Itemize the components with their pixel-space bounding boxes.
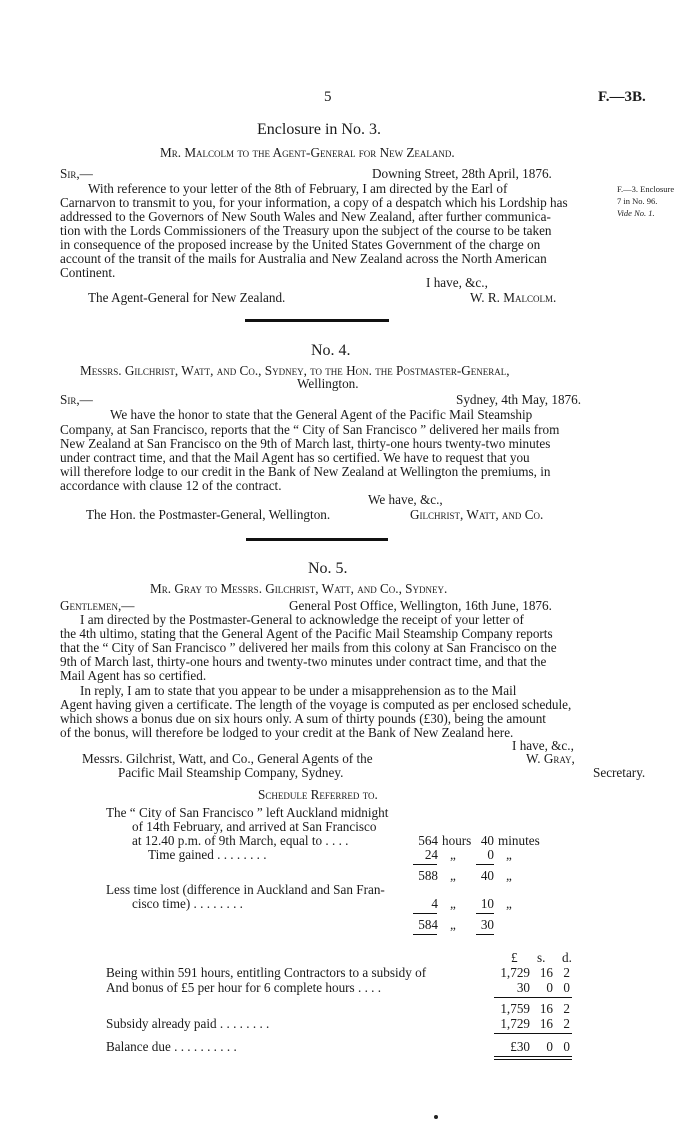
enclosure-body-line: addressed to the Governors of New South Wales and New Zealand, after further communica- (60, 209, 551, 224)
enclosure-signature: W. R. Malcolm. (470, 290, 557, 305)
hours-value: 4 (431, 896, 438, 911)
money-row-label: Subsidy already paid . . . . . . . . (106, 1016, 270, 1031)
no4-body-line: We have the honor to state that the General Agent of the Pacific Mail Steamship (110, 407, 533, 422)
schedule-time-gained: Time gained . . . . . . . . (148, 847, 267, 862)
no4-addressee: The Hon. the Postmaster-General, Wellington. (86, 507, 331, 522)
schedule-less-line: cisco time) . . . . . . . . (132, 896, 243, 911)
minutes-value: 10 (480, 896, 494, 911)
enclosure-body-line: With reference to your letter of the 8th of February, I am directed by the Earl of (88, 181, 508, 196)
document-reference: F.—3B. (598, 89, 646, 105)
enclosure-body-line: tion with the Lords Commissioners of the Treasury upon the subject of the course to be taken (60, 223, 552, 238)
no5-body-line: the 4th ultimo, stating that the General Agent of the Pacific Mail Steamship Company reports (60, 626, 553, 641)
enclosure-body-line: account of the transit of the mails for Australia and New Zealand across the North American (60, 251, 547, 266)
minutes-unit: „ (506, 896, 512, 911)
minutes-value: 40 (480, 868, 494, 883)
money-shillings: 0 (546, 980, 553, 995)
no4-body-line: under contract time, and that the Mail Agent has so certified. We have to request that you (60, 450, 530, 465)
sum-rule (476, 864, 494, 865)
no5-signature-title: Secretary. (593, 765, 646, 780)
no4-body-line: New Zealand at San Francisco on the 9th of March last, thirty-one hours twenty-two minutes (60, 436, 551, 451)
side-note: 7 in No. 96. (617, 196, 658, 206)
no4-body-line: will therefore lodge to our credit in the Bank of New Zealand at Wellington the premiums, in (60, 464, 551, 479)
no5-body-line: of the bonus, will therefore be lodged to your credit at the Bank of New Zealand here. (60, 725, 514, 740)
hours-unit: „ (450, 847, 456, 862)
hours-unit: „ (450, 868, 456, 883)
money-pounds: £30 (510, 1039, 530, 1054)
no5-place-date: General Post Office, Wellington, 16th June, 1876. (289, 598, 552, 613)
money-pounds: 1,759 (500, 1001, 530, 1016)
sum-rule (476, 934, 494, 935)
section-divider (246, 538, 388, 541)
money-pence: 0 (563, 980, 570, 995)
money-pounds: 1,729 (500, 965, 530, 980)
hours-value: 588 (418, 868, 438, 883)
sum-rule (494, 1033, 572, 1034)
sum-rule (413, 913, 437, 914)
money-shillings: 16 (539, 965, 553, 980)
sum-rule (413, 934, 437, 935)
money-pence: 2 (563, 1016, 570, 1031)
no4-title: No. 4. (311, 342, 351, 359)
no4-from-to: Wellington. (297, 376, 359, 391)
schedule-voyage-line: The “ City of San Francisco ” left Auckland midnight (106, 805, 389, 820)
enclosure-addressee: The Agent-General for New Zealand. (88, 290, 286, 305)
schedule-title: Schedule Referred to. (258, 787, 378, 802)
minutes-unit: minutes (498, 833, 540, 848)
sum-rule (494, 997, 572, 998)
no5-signature: W. Gray, (526, 751, 575, 766)
no5-closing: I have, &c., (512, 738, 574, 753)
hours-unit: „ (450, 896, 456, 911)
ink-mark (434, 1115, 438, 1119)
no5-body-line: that the “ City of San Francisco ” delivered her mails from this colony at San Francisco on the (60, 640, 557, 655)
no4-place-date: Sydney, 4th May, 1876. (456, 392, 582, 407)
no5-addressee: Pacific Mail Steamship Company, Sydney. (118, 765, 344, 780)
money-pence: 2 (563, 965, 570, 980)
minutes-value: 30 (480, 917, 494, 932)
no5-body-line: which shows a bonus due on six hours only. A sum of thirty pounds (£30), being the amount (60, 711, 546, 726)
enclosure-body-line: Continent. (60, 265, 116, 280)
money-shillings: 16 (539, 1001, 553, 1016)
side-note: F.—3. Enclosure (617, 184, 675, 194)
page-number: 5 (324, 89, 332, 105)
no5-addressee: Messrs. Gilchrist, Watt, and Co., General Agents of the (82, 751, 373, 766)
money-pounds: 1,729 (500, 1016, 530, 1031)
money-row-label: Being within 591 hours, entitling Contractors to a subsidy of (106, 965, 427, 980)
total-rule (494, 1056, 572, 1057)
hours-unit: hours (442, 833, 472, 848)
sum-rule (476, 913, 494, 914)
hours-value: 584 (418, 917, 438, 932)
money-shillings: 16 (539, 1016, 553, 1031)
money-pence: 0 (563, 1039, 570, 1054)
no4-body-line: accordance with clause 12 of the contract. (60, 478, 282, 493)
enclosure-from-to: Mr. Malcolm to the Agent-General for New Zealand. (160, 145, 455, 160)
minutes-unit: „ (506, 868, 512, 883)
side-note: Vide No. 1. (617, 208, 655, 218)
enclosure-body-line: in consequence of the proposed increase by the United States Government of the charge on (60, 237, 541, 252)
no4-body-line: Company, at San Francisco, reports that the “ City of San Francisco ” delivered her mails from (60, 422, 560, 437)
no5-body-line: 9th of March last, thirty-one hours and twenty-two minutes under contract time, and that the (60, 654, 547, 669)
no5-body-line: I am directed by the Postmaster-General to acknowledge the receipt of your letter of (80, 612, 524, 627)
hours-value: 564 (418, 833, 438, 848)
no5-body-line: Agent having given a certificate. The length of the voyage is computed as per enclosed schedule, (60, 697, 572, 712)
sum-rule (413, 864, 437, 865)
enclosure-place-date: Downing Street, 28th April, 1876. (372, 166, 552, 181)
no4-salutation: Sir,— (60, 392, 93, 407)
minutes-value: 40 (480, 833, 494, 848)
money-header-pounds: £ (511, 950, 518, 965)
no4-signature: Gilchrist, Watt, and Co. (410, 507, 544, 522)
money-shillings: 0 (546, 1039, 553, 1054)
no5-body-line: In reply, I am to state that you appear to be under a misapprehension as to the Mail (80, 683, 517, 698)
total-rule (494, 1059, 572, 1060)
money-row-label: And bonus of £5 per hour for 6 complete hours . . . . (106, 980, 382, 995)
no5-title: No. 5. (308, 560, 348, 577)
no4-closing: We have, &c., (368, 492, 443, 507)
enclosure-salutation: Sir,— (60, 166, 93, 181)
no5-from-to: Mr. Gray to Messrs. Gilchrist, Watt, and Co., Sydney. (150, 581, 448, 596)
section-divider (245, 319, 389, 322)
schedule-voyage-line: at 12.40 p.m. of 9th March, equal to . . . . (132, 833, 349, 848)
money-header-pence: d. (562, 950, 572, 965)
minutes-value: 0 (487, 847, 494, 862)
schedule-voyage-line: of 14th February, and arrived at San Francisco (132, 819, 377, 834)
enclosure-body-line: Carnarvon to transmit to you, for your information, a copy of a despatch which his Lordship has (60, 195, 568, 210)
money-pence: 2 (563, 1001, 570, 1016)
money-row-label: Balance due . . . . . . . . . . (106, 1039, 237, 1054)
no5-body-line: Mail Agent has so certified. (60, 668, 207, 683)
minutes-unit: „ (506, 847, 512, 862)
hours-unit: „ (450, 917, 456, 932)
no4-from-to: Messrs. Gilchrist, Watt, and Co., Sydney, to the Hon. the Postmaster-General, (80, 363, 510, 378)
no5-salutation: Gentlemen,— (60, 598, 135, 613)
enclosure-closing: I have, &c., (426, 275, 488, 290)
money-header-shillings: s. (537, 950, 546, 965)
schedule-less-line: Less time lost (difference in Auckland and San Fran- (106, 882, 385, 897)
hours-value: 24 (424, 847, 438, 862)
money-pounds: 30 (516, 980, 530, 995)
enclosure-title: Enclosure in No. 3. (257, 121, 381, 138)
